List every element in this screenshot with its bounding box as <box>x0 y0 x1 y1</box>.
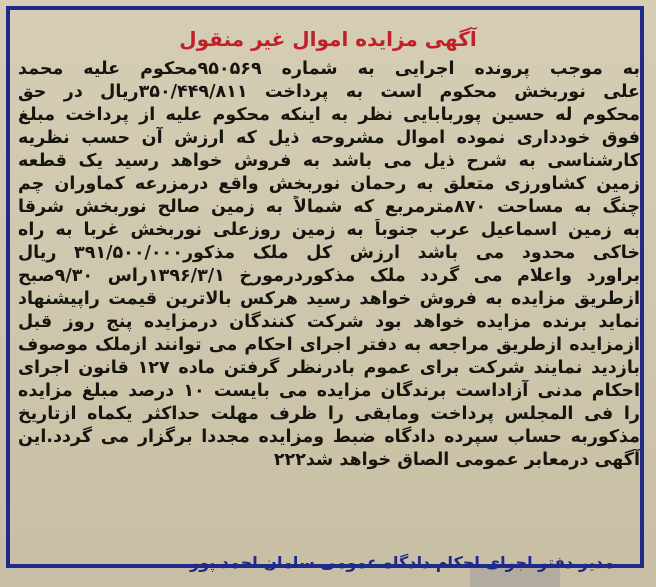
notice-line: به موجب پرونده اجرایی به شماره ۹۵۰۵۶۹محکوم علیه محمد <box>18 59 640 79</box>
notice-line: براورد واعلام می گردد ملک مذکوردرمورخ ۱۳۹۶/۳/۱راس ۹/۳۰صبح <box>18 266 640 286</box>
notice-body <box>18 58 640 472</box>
notice-title: آگهی مزایده اموال غیر منقول <box>179 27 477 51</box>
notice-line: آگهی درمعابر عمومی الصاق خواهد شد۲۲۲ <box>273 450 640 470</box>
notice-line: ازمزایده ازطریق مراجعه به دفتر اجرای احکام می توانند ازملک موصوف <box>18 335 640 355</box>
ink-smudge <box>470 568 560 587</box>
notice-line: خاکی محدود می باشد ارزش کل ملک مذکور۳۹۱/۵۰۰/۰۰۰ ریال <box>18 243 640 263</box>
notice-line: فوق خودداری نموده اموال مشروحه ذیل که ارزش آن حسب نظریه <box>18 128 640 148</box>
notice-line: محکوم له حسین پوربابایی نظر به اینکه محکوم علیه از پرداخت مبلغ <box>18 105 640 125</box>
notice-line: بازدید نمایند شرکت برای عموم بادرنظر گرفتن ماده ۱۲۷ قانون اجرای <box>18 358 640 378</box>
notice-line: ازطریق مزایده به فروش خواهد رسید هرکس بالاترین قیمت راپیشنهاد <box>18 289 640 309</box>
notice-line: مذکوربه حساب سپرده دادگاه ضبط ومزایده مجددا برگزار می گردد.این <box>18 427 640 447</box>
notice-line: چنگ به مساحت ۸۷۰مترمربع که شمالاً به زمین صالح نوربخش شرقا <box>18 197 640 217</box>
notice-line: علی نوربخش محکوم است به پرداخت ۳۵۰/۴۴۹/۸۱۱ریال در حق <box>18 82 640 102</box>
notice-line: را فی المجلس پرداخت ومابقی را ظرف مهلت حداکثر یکماه ازتاریخ <box>18 404 640 424</box>
notice-line: زمین کشاورزی متعلق به رحمان نوربخش واقع درمزرعه کماوران چم <box>18 174 640 194</box>
notice-line: نماید برنده مزایده خواهد بود شرکت کنندگان درمزایده پنج روز قبل <box>18 312 640 332</box>
notice-line: به زمین اسماعیل عرب جنوباً به زمین روزعلی نوربخش غربا به راه <box>18 220 640 240</box>
notice-line: احکام مدنی آزاداست برندگان مزایده می بایست ۱۰ درصد مبلغ مزایده <box>18 381 640 401</box>
notice-line: کارشناسی به شرح ذیل می باشد به فروش خواهد رسید یک قطعه <box>18 151 640 171</box>
notice-signature: مدیر دفتر اجرای احکام دادگاه عمومی سامان احمد پور <box>189 553 614 572</box>
